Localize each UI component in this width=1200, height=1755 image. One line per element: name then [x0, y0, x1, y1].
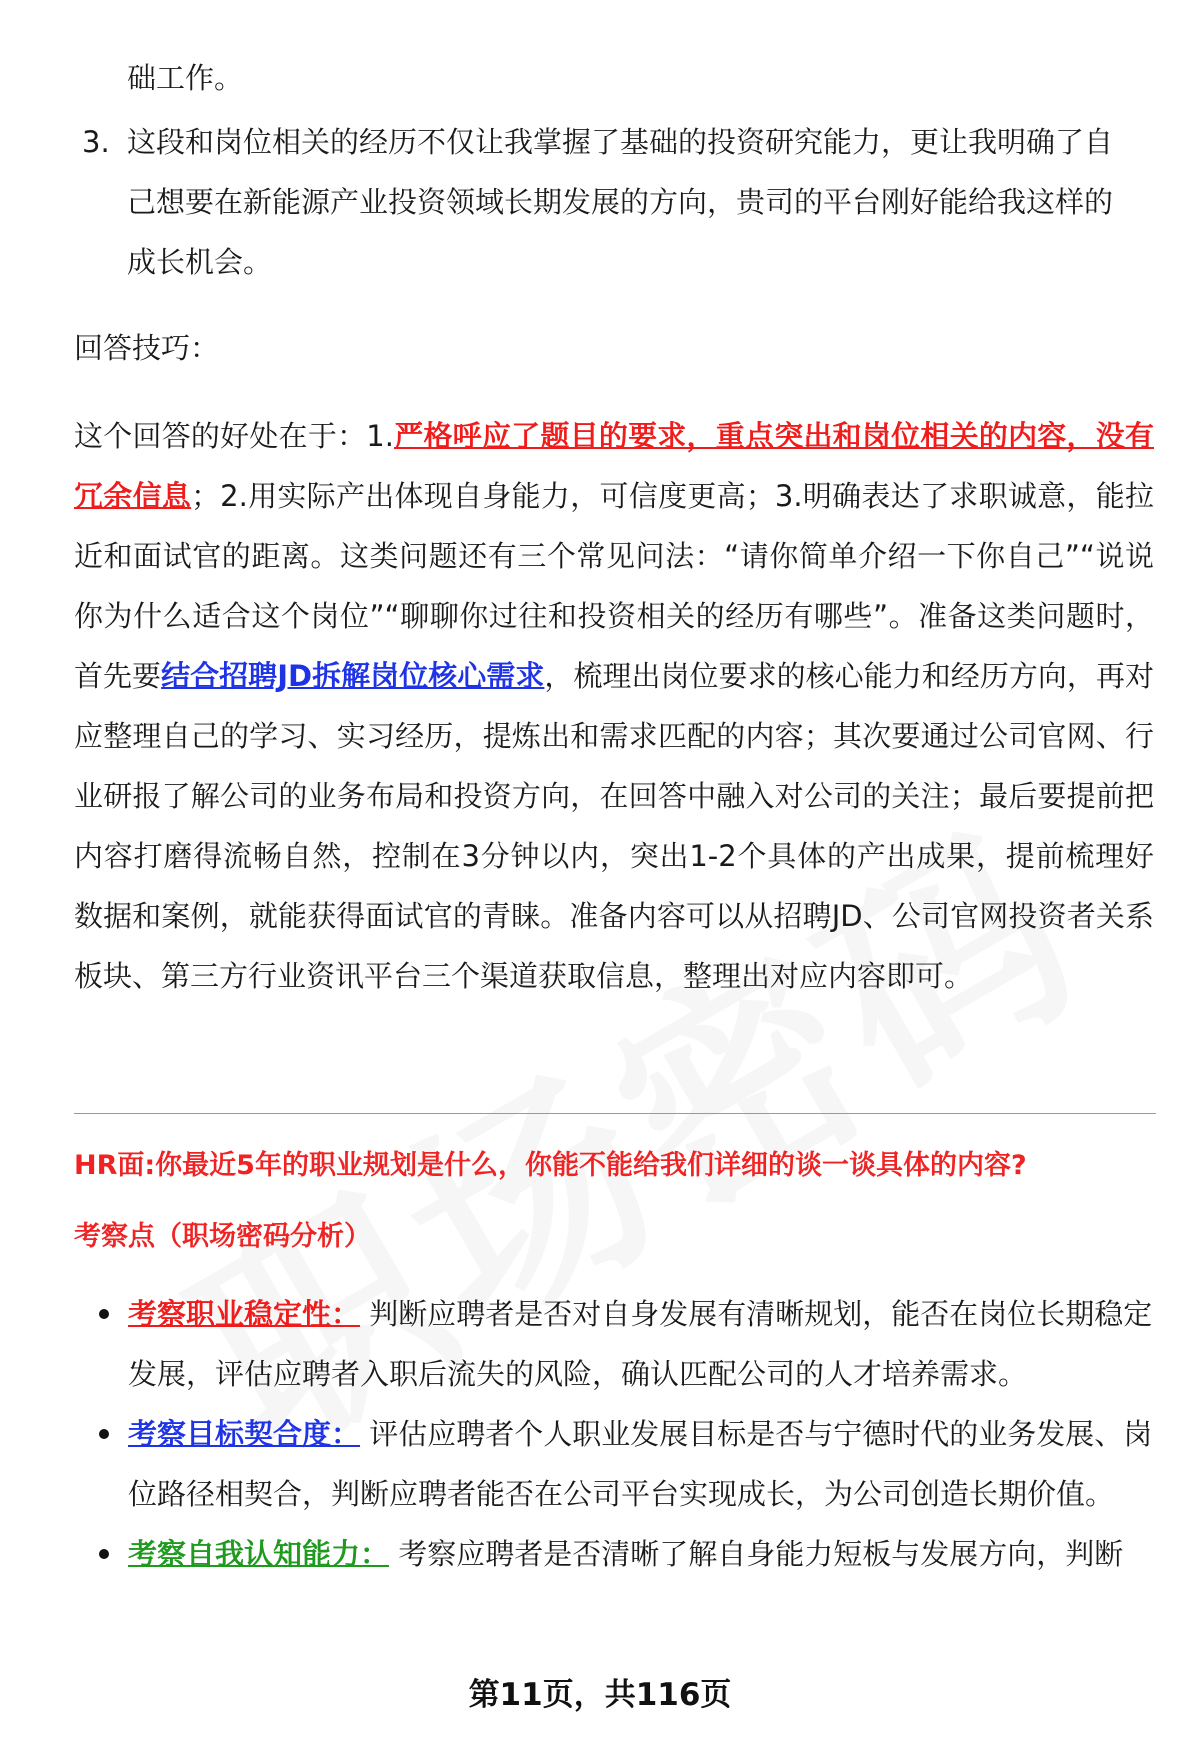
- list-item: [96, 1524, 1156, 1584]
- list-item-body: 判断应聘者是否对自身发展有清晰规划，能否在岗位长期稳定发展，评估应聘者入职后流失的风险，确认匹配公司的人才培养需求。: [128, 1297, 1153, 1391]
- section-divider: [74, 1113, 1156, 1114]
- hr-question-heading: HR面:你最近5年的职业规划是什么，你能不能给我们详细的谈一谈具体的内容?: [74, 1150, 1027, 1181]
- item-text: 这段和岗位相关的经历不仅让我掌握了基础的投资研究能力，更让我明确了自己想要在新能源产业投资领域长期发展的方向，贵司的平台刚好能给我这样的成长机会。: [127, 125, 1114, 279]
- tips-text-3: ，梳理出岗位要求的核心能力和经历方向，再对应整理自己的学习、实习经历，提炼出和需求匹配的内容；其次要通过公司官网、行业研报了解公司的业务布局和投资方向，在回答中融入对公司的关注；最后要提前把内容打磨得流畅自然，控制在3分钟以内，突出1-2个具体的产出成果，提前梳理好数据和案例，就能获得面试官的青睐。准备内容可以从招聘JD、公司官网投资者关系板块、第三方行业资讯平台三个渠道获取信息，整理出对应内容即可。: [74, 659, 1154, 993]
- numbered-item-3: [82, 112, 1152, 292]
- list-item-label: 考察目标契合度：: [128, 1417, 361, 1451]
- tips-highlight-red: 严格呼应了题目的要求，重点突出和岗位相关的内容，没有冗余信息: [74, 419, 1154, 513]
- bullet-icon: [96, 1284, 128, 1404]
- list-item-label: 考察职业稳定性：: [128, 1297, 361, 1331]
- list-item-text: [128, 1404, 1156, 1524]
- list-item-label: 考察自我认知能力：: [128, 1537, 390, 1571]
- assessment-list: [96, 1284, 1156, 1584]
- list-item-body: 考察应聘者是否清晰了解自身能力短板与发展方向，判断: [398, 1537, 1124, 1571]
- assessment-points-heading: 考察点（职场密码分析）: [74, 1221, 371, 1252]
- continuation-text: 础工作。: [127, 61, 244, 95]
- tips-paragraph: [74, 406, 1154, 1006]
- tips-heading: 回答技巧：: [74, 331, 220, 365]
- list-item-body: 评估应聘者个人职业发展目标是否与宁德时代的业务发展、岗位路径相契合，判断应聘者能否在公司平台实现成长，为公司创造长期价值。: [128, 1417, 1153, 1511]
- tips-text-1: 这个回答的好处在于：1.: [74, 419, 394, 453]
- list-item-text: [128, 1284, 1156, 1404]
- item-number: 3.: [82, 125, 110, 159]
- bullet-icon: [96, 1524, 128, 1584]
- list-item-text: [128, 1524, 1156, 1584]
- list-item: [96, 1284, 1156, 1404]
- tips-highlight-blue: 结合招聘JD拆解岗位核心需求: [161, 659, 545, 693]
- list-item: [96, 1404, 1156, 1524]
- page-footer: 第11页，共116页: [468, 1677, 732, 1713]
- bullet-icon: [96, 1404, 128, 1524]
- tips-text-2: ；2.用实际产出体现自身能力，可信度更高；3.明确表达了求职诚意，能拉近和面试官的距离。这类问题还有三个常见问法：“请你简单介绍一下你自己”“说说你为什么适合这个岗位”“聊聊你过往和投资相关的经历有哪些”。准备这类问题时，首先要: [74, 479, 1154, 693]
